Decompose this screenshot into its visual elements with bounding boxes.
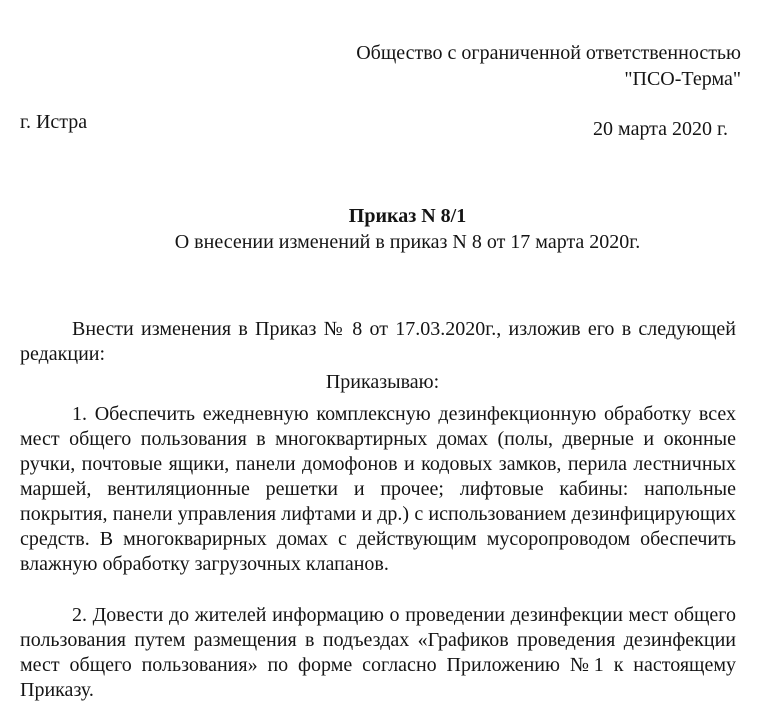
item-1-paragraph bbox=[20, 402, 736, 577]
document-date: 20 марта 2020 г. bbox=[593, 118, 728, 140]
city: г. Истра bbox=[20, 111, 88, 133]
order-word: Приказываю: bbox=[325, 371, 440, 393]
item-2-paragraph bbox=[20, 603, 736, 703]
organization-name bbox=[356, 40, 741, 92]
order-title: Приказ N 8/1 bbox=[348, 205, 467, 227]
item-1-text: 1. Обеспечить ежедневную комплексную дезинфекционную обработку всех мест общего пользования в многоквартирных домах (полы, дверные и оконные ручки, почтовые ящики, панели домофонов и кодовых замков, перила лестничных маршей, вентиляционные решетки и прочее; лифтовые кабины: напольные покрытия, панели управления лифтами и др.) с использованием дезинфицирующих средств. В многокварирных домах с действующим мусоропроводом обеспечить влажную обработку загрузочных клапанов. bbox=[20, 403, 736, 575]
organization-line-2: "ПСО-Терма" bbox=[624, 68, 741, 90]
intro-paragraph bbox=[20, 317, 736, 367]
intro-text: Внести изменения в Приказ № 8 от 17.03.2020г., изложив его в следующей редакции: bbox=[20, 318, 736, 365]
organization-line-1: Общество с ограниченной ответственностью bbox=[356, 42, 741, 64]
item-2-text: 2. Довести до жителей информацию о проведении дезинфекции мест общего пользования путем размещения в подъездах «Графиков проведения дезинфекции мест общего пользования» по форме согласно Приложению №1 к настоящему Приказу. bbox=[20, 604, 736, 701]
order-subtitle: О внесении изменений в приказ N 8 от 17 марта 2020г. bbox=[174, 231, 641, 253]
